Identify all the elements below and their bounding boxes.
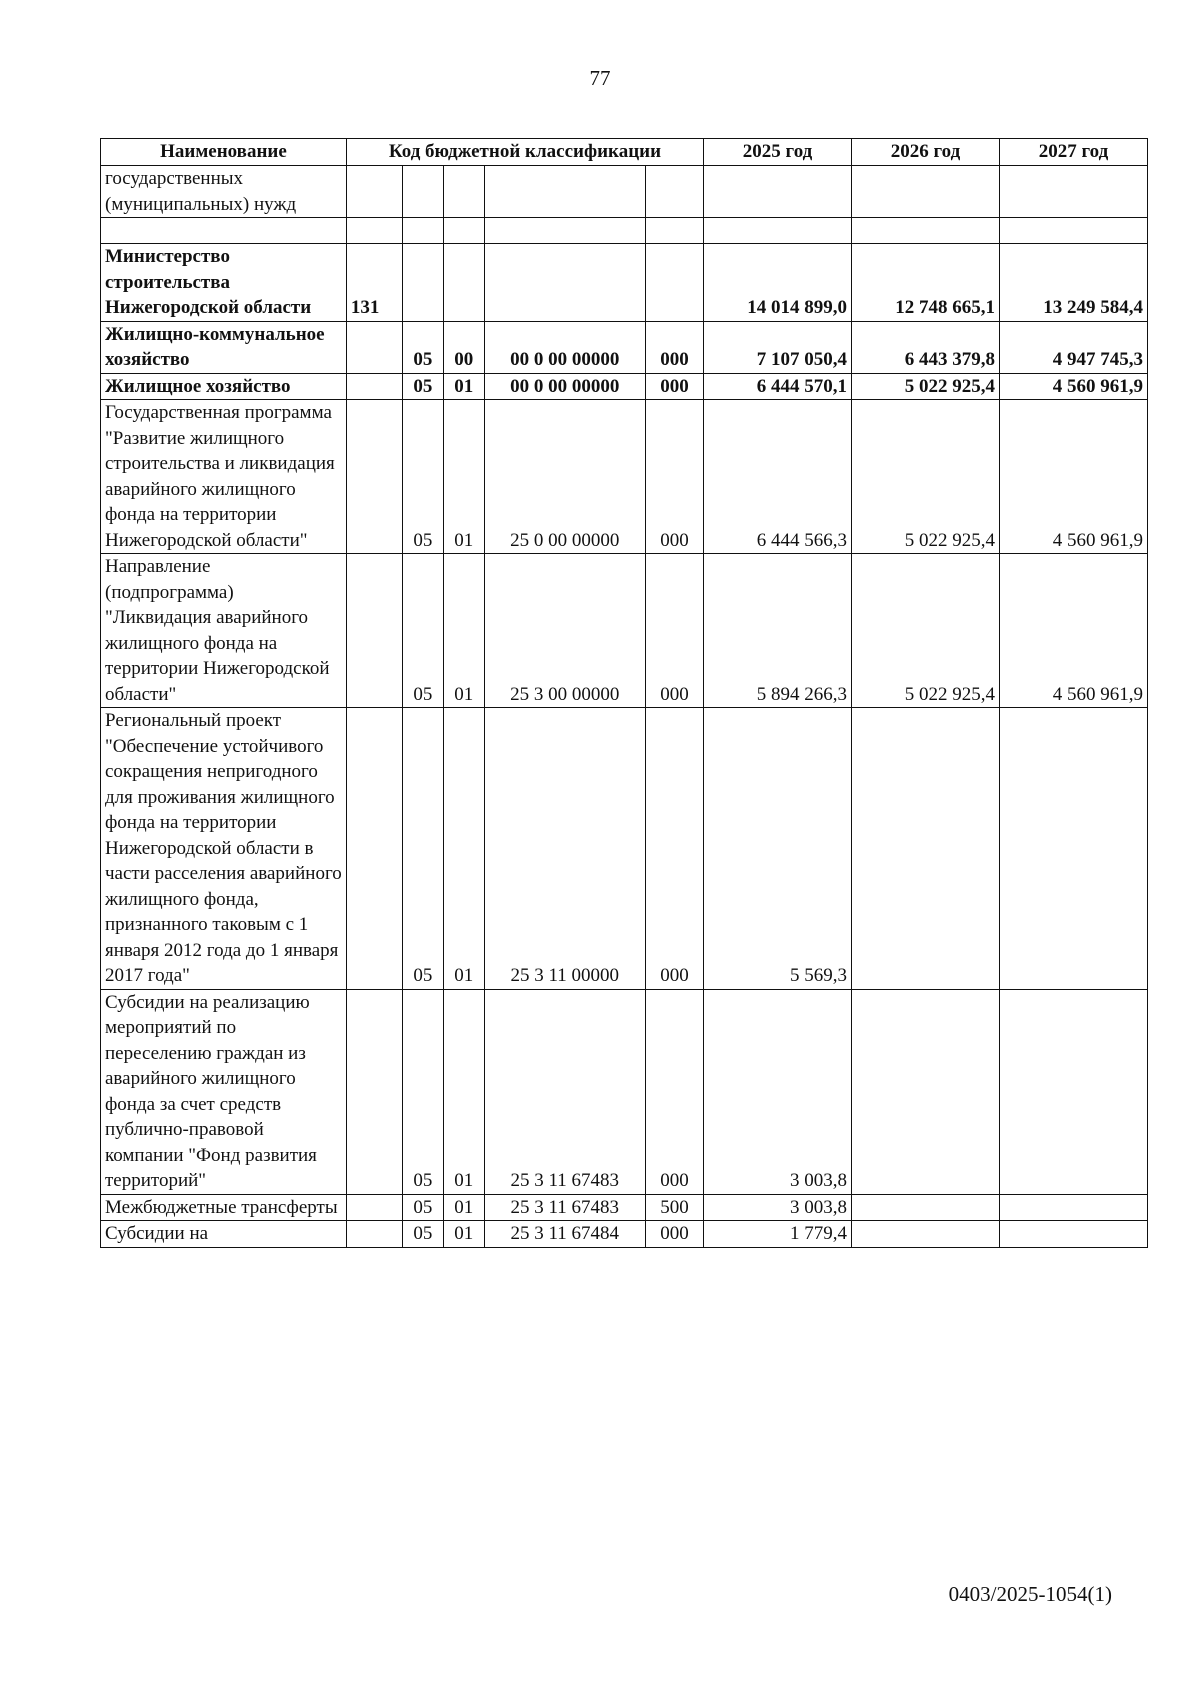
cell-2026: 12 748 665,1 (852, 244, 1000, 322)
cell-2025: 3 003,8 (704, 1194, 852, 1221)
cell-expense-code: 000 (645, 989, 703, 1194)
header-2026: 2026 год (852, 139, 1000, 166)
cell-expense-code (645, 244, 703, 322)
cell-2027 (999, 166, 1147, 218)
cell-2025: 3 003,8 (704, 989, 852, 1194)
cell-2026: 5 022 925,4 (852, 400, 1000, 554)
cell-2026 (852, 1194, 1000, 1221)
table-row (101, 1221, 1148, 1248)
cell-2026: 6 443 379,8 (852, 321, 1000, 373)
cell-section-code: 05 (403, 708, 444, 990)
cell-target-code: 25 3 11 67484 (484, 1221, 645, 1248)
cell-2025: 14 014 899,0 (704, 244, 852, 322)
cell-name: Направление (подпрограмма) "Ликвидация аварийного жилищного фонда на территории Нижегородской области" (101, 554, 347, 708)
cell-2026 (852, 166, 1000, 218)
cell-2027: 4 560 961,9 (999, 373, 1147, 400)
cell-2026 (852, 708, 1000, 990)
cell-target-code: 00 0 00 00000 (484, 373, 645, 400)
header-code: Код бюджетной классификации (346, 139, 703, 166)
cell-section-code (403, 166, 444, 218)
cell-ministry-code (346, 1221, 402, 1248)
table-body (101, 166, 1148, 1248)
cell-ministry-code (346, 554, 402, 708)
table-row (101, 400, 1148, 554)
cell-expense-code (645, 218, 703, 244)
cell-2027: 4 560 961,9 (999, 400, 1147, 554)
cell-name: Жилищно-коммунальное хозяйство (101, 321, 347, 373)
cell-section-code (403, 244, 444, 322)
cell-subsection-code (443, 244, 484, 322)
cell-2027 (999, 1221, 1147, 1248)
cell-name: государственных (муниципальных) нужд (101, 166, 347, 218)
cell-ministry-code (346, 373, 402, 400)
cell-target-code: 25 3 00 00000 (484, 554, 645, 708)
cell-name: Жилищное хозяйство (101, 373, 347, 400)
header-2027: 2027 год (999, 139, 1147, 166)
cell-ministry-code (346, 400, 402, 554)
cell-2027: 4 560 961,9 (999, 554, 1147, 708)
cell-target-code: 25 0 00 00000 (484, 400, 645, 554)
cell-2027 (999, 989, 1147, 1194)
cell-2025: 1 779,4 (704, 1221, 852, 1248)
cell-expense-code (645, 166, 703, 218)
cell-section-code: 05 (403, 1194, 444, 1221)
cell-2027 (999, 218, 1147, 244)
table-row (101, 1194, 1148, 1221)
cell-2025: 5 894 266,3 (704, 554, 852, 708)
table-row (101, 321, 1148, 373)
cell-2027: 4 947 745,3 (999, 321, 1147, 373)
cell-ministry-code (346, 321, 402, 373)
cell-expense-code: 000 (645, 708, 703, 990)
cell-name: Министерство строительства Нижегородской области (101, 244, 347, 322)
cell-target-code (484, 244, 645, 322)
table-row (101, 218, 1148, 244)
cell-2025 (704, 166, 852, 218)
cell-2027 (999, 708, 1147, 990)
table-row (101, 989, 1148, 1194)
cell-ministry-code (346, 218, 402, 244)
cell-2026 (852, 989, 1000, 1194)
cell-target-code: 25 3 11 00000 (484, 708, 645, 990)
cell-ministry-code: 131 (346, 244, 402, 322)
cell-name: Межбюджетные трансферты (101, 1194, 347, 1221)
cell-expense-code: 000 (645, 554, 703, 708)
cell-subsection-code: 01 (443, 373, 484, 400)
table-row (101, 373, 1148, 400)
cell-subsection-code: 01 (443, 1194, 484, 1221)
table-header-row (101, 139, 1148, 166)
cell-2026: 5 022 925,4 (852, 554, 1000, 708)
cell-section-code: 05 (403, 400, 444, 554)
cell-target-code (484, 166, 645, 218)
cell-name: Субсидии на реализацию мероприятий по переселению граждан из аварийного жилищного фонда за счет средств публично-правовой компании "Фонд развития территорий" (101, 989, 347, 1194)
cell-name: Государственная программа "Развитие жилищного строительства и ликвидация аварийного жилищного фонда на территории Нижегородской области" (101, 400, 347, 554)
cell-subsection-code: 00 (443, 321, 484, 373)
header-name: Наименование (101, 139, 347, 166)
cell-section-code: 05 (403, 554, 444, 708)
cell-target-code: 25 3 11 67483 (484, 989, 645, 1194)
cell-subsection-code: 01 (443, 708, 484, 990)
cell-name: Региональный проект "Обеспечение устойчивого сокращения непригодного для проживания жилищного фонда на территории Нижегородской области в части расселения аварийного жилищного фонда, признанного таковым с 1 января 2012 года до 1 января 2017 года" (101, 708, 347, 990)
cell-2026: 5 022 925,4 (852, 373, 1000, 400)
cell-2027 (999, 1194, 1147, 1221)
table-row (101, 554, 1148, 708)
cell-section-code: 05 (403, 989, 444, 1194)
cell-expense-code: 000 (645, 400, 703, 554)
cell-subsection-code: 01 (443, 1221, 484, 1248)
cell-expense-code: 000 (645, 373, 703, 400)
table-row (101, 244, 1148, 322)
cell-2025 (704, 218, 852, 244)
cell-ministry-code (346, 989, 402, 1194)
cell-name (101, 218, 347, 244)
cell-2025: 6 444 570,1 (704, 373, 852, 400)
cell-ministry-code (346, 1194, 402, 1221)
cell-section-code: 05 (403, 1221, 444, 1248)
cell-expense-code: 000 (645, 1221, 703, 1248)
cell-2026 (852, 218, 1000, 244)
cell-subsection-code: 01 (443, 989, 484, 1194)
cell-name: Субсидии на (101, 1221, 347, 1248)
cell-section-code (403, 218, 444, 244)
cell-2026 (852, 1221, 1000, 1248)
table-row (101, 708, 1148, 990)
cell-target-code: 25 3 11 67483 (484, 1194, 645, 1221)
cell-section-code: 05 (403, 321, 444, 373)
cell-target-code (484, 218, 645, 244)
cell-expense-code: 000 (645, 321, 703, 373)
cell-subsection-code (443, 218, 484, 244)
document-code: 0403/2025-1054(1) (948, 1582, 1112, 1606)
cell-subsection-code: 01 (443, 400, 484, 554)
cell-subsection-code (443, 166, 484, 218)
page-number: 77 (589, 66, 611, 90)
cell-2025: 5 569,3 (704, 708, 852, 990)
cell-ministry-code (346, 708, 402, 990)
budget-table (100, 138, 1148, 1248)
cell-expense-code: 500 (645, 1194, 703, 1221)
cell-target-code: 00 0 00 00000 (484, 321, 645, 373)
cell-section-code: 05 (403, 373, 444, 400)
cell-2027: 13 249 584,4 (999, 244, 1147, 322)
cell-subsection-code: 01 (443, 554, 484, 708)
cell-2025: 6 444 566,3 (704, 400, 852, 554)
cell-2025: 7 107 050,4 (704, 321, 852, 373)
cell-ministry-code (346, 166, 402, 218)
header-2025: 2025 год (704, 139, 852, 166)
table-row (101, 166, 1148, 218)
